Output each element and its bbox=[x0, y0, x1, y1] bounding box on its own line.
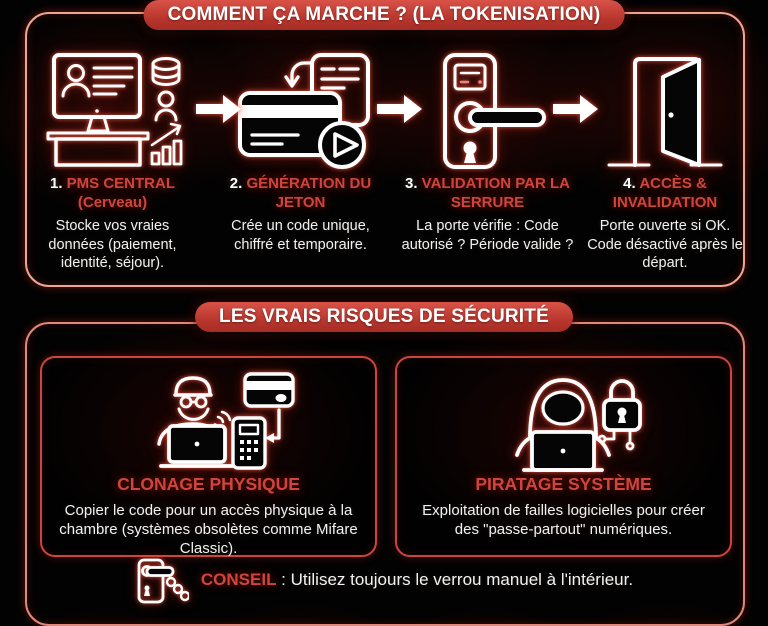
pms-central-computer-icon bbox=[30, 52, 195, 170]
step-description: Porte ouverte si OK. Code désactivé après le départ. bbox=[587, 218, 743, 271]
step-title bbox=[218, 174, 383, 212]
how-it-works-banner: COMMENT ÇA MARCHE ? (LA TOKENISATION) bbox=[144, 0, 625, 30]
advice-label: CONSEIL bbox=[200, 570, 277, 589]
step-pms-central bbox=[30, 52, 195, 273]
step-title-text: GÉNÉRATION DU JETON bbox=[246, 175, 372, 211]
security-risks-banner: LES VRAIS RISQUES DE SÉCURITÉ bbox=[195, 302, 573, 332]
risk-card-system-hacking bbox=[395, 356, 732, 557]
system-hacking-lock-icon bbox=[397, 368, 730, 472]
risk-description: Copier le code pour un accès physique à la chambre (systèmes obsolètes comme Mifare Classic). bbox=[59, 502, 358, 557]
step-description: Stocke vos vraies données (paiement, identité, séjour). bbox=[48, 218, 177, 271]
card-cloning-hacker-icon bbox=[42, 368, 375, 472]
advice-separator: : bbox=[276, 570, 291, 589]
step-access-invalidation bbox=[586, 52, 744, 273]
risk-title: PIRATAGE SYSTÈME bbox=[475, 474, 652, 494]
flow-arrow-icon bbox=[553, 92, 599, 131]
risk-card-physical-cloning bbox=[40, 356, 377, 557]
risk-description: Exploitation de failles logicielles pour créer des "passe-partout" numériques. bbox=[422, 502, 705, 538]
token-generation-card-icon bbox=[218, 52, 383, 170]
open-door-icon bbox=[586, 52, 744, 170]
advice-message: Utilisez toujours le verrou manuel à l'intérieur. bbox=[290, 570, 634, 589]
step-title-text: PMS CENTRAL (Cerveau) bbox=[66, 175, 176, 211]
manual-latch-chain-icon bbox=[135, 558, 189, 609]
step-lock-validation bbox=[400, 52, 575, 254]
door-lock-icon bbox=[400, 52, 575, 170]
risk-title: CLONAGE PHYSIQUE bbox=[117, 474, 300, 494]
step-token-generation bbox=[218, 52, 383, 254]
step-title-text: ACCÈS & INVALIDATION bbox=[612, 175, 718, 211]
step-number: 4. bbox=[623, 175, 636, 192]
step-description: La porte vérifie : Code autorisé ? Période valide ? bbox=[401, 218, 574, 253]
advice-row bbox=[0, 558, 768, 609]
flow-arrow-icon bbox=[196, 92, 242, 131]
step-number: 3. bbox=[404, 175, 418, 192]
step-description: Crée un code unique, chiffré et temporaire. bbox=[231, 218, 370, 253]
step-title bbox=[30, 174, 195, 212]
flow-arrow-icon bbox=[377, 92, 423, 131]
step-number: 1. bbox=[49, 175, 63, 192]
advice-text bbox=[201, 558, 633, 590]
step-title bbox=[586, 174, 744, 212]
step-title-text: VALIDATION PAR LA SERRURE bbox=[421, 175, 570, 211]
step-title bbox=[400, 174, 575, 212]
step-number: 2. bbox=[229, 175, 243, 192]
